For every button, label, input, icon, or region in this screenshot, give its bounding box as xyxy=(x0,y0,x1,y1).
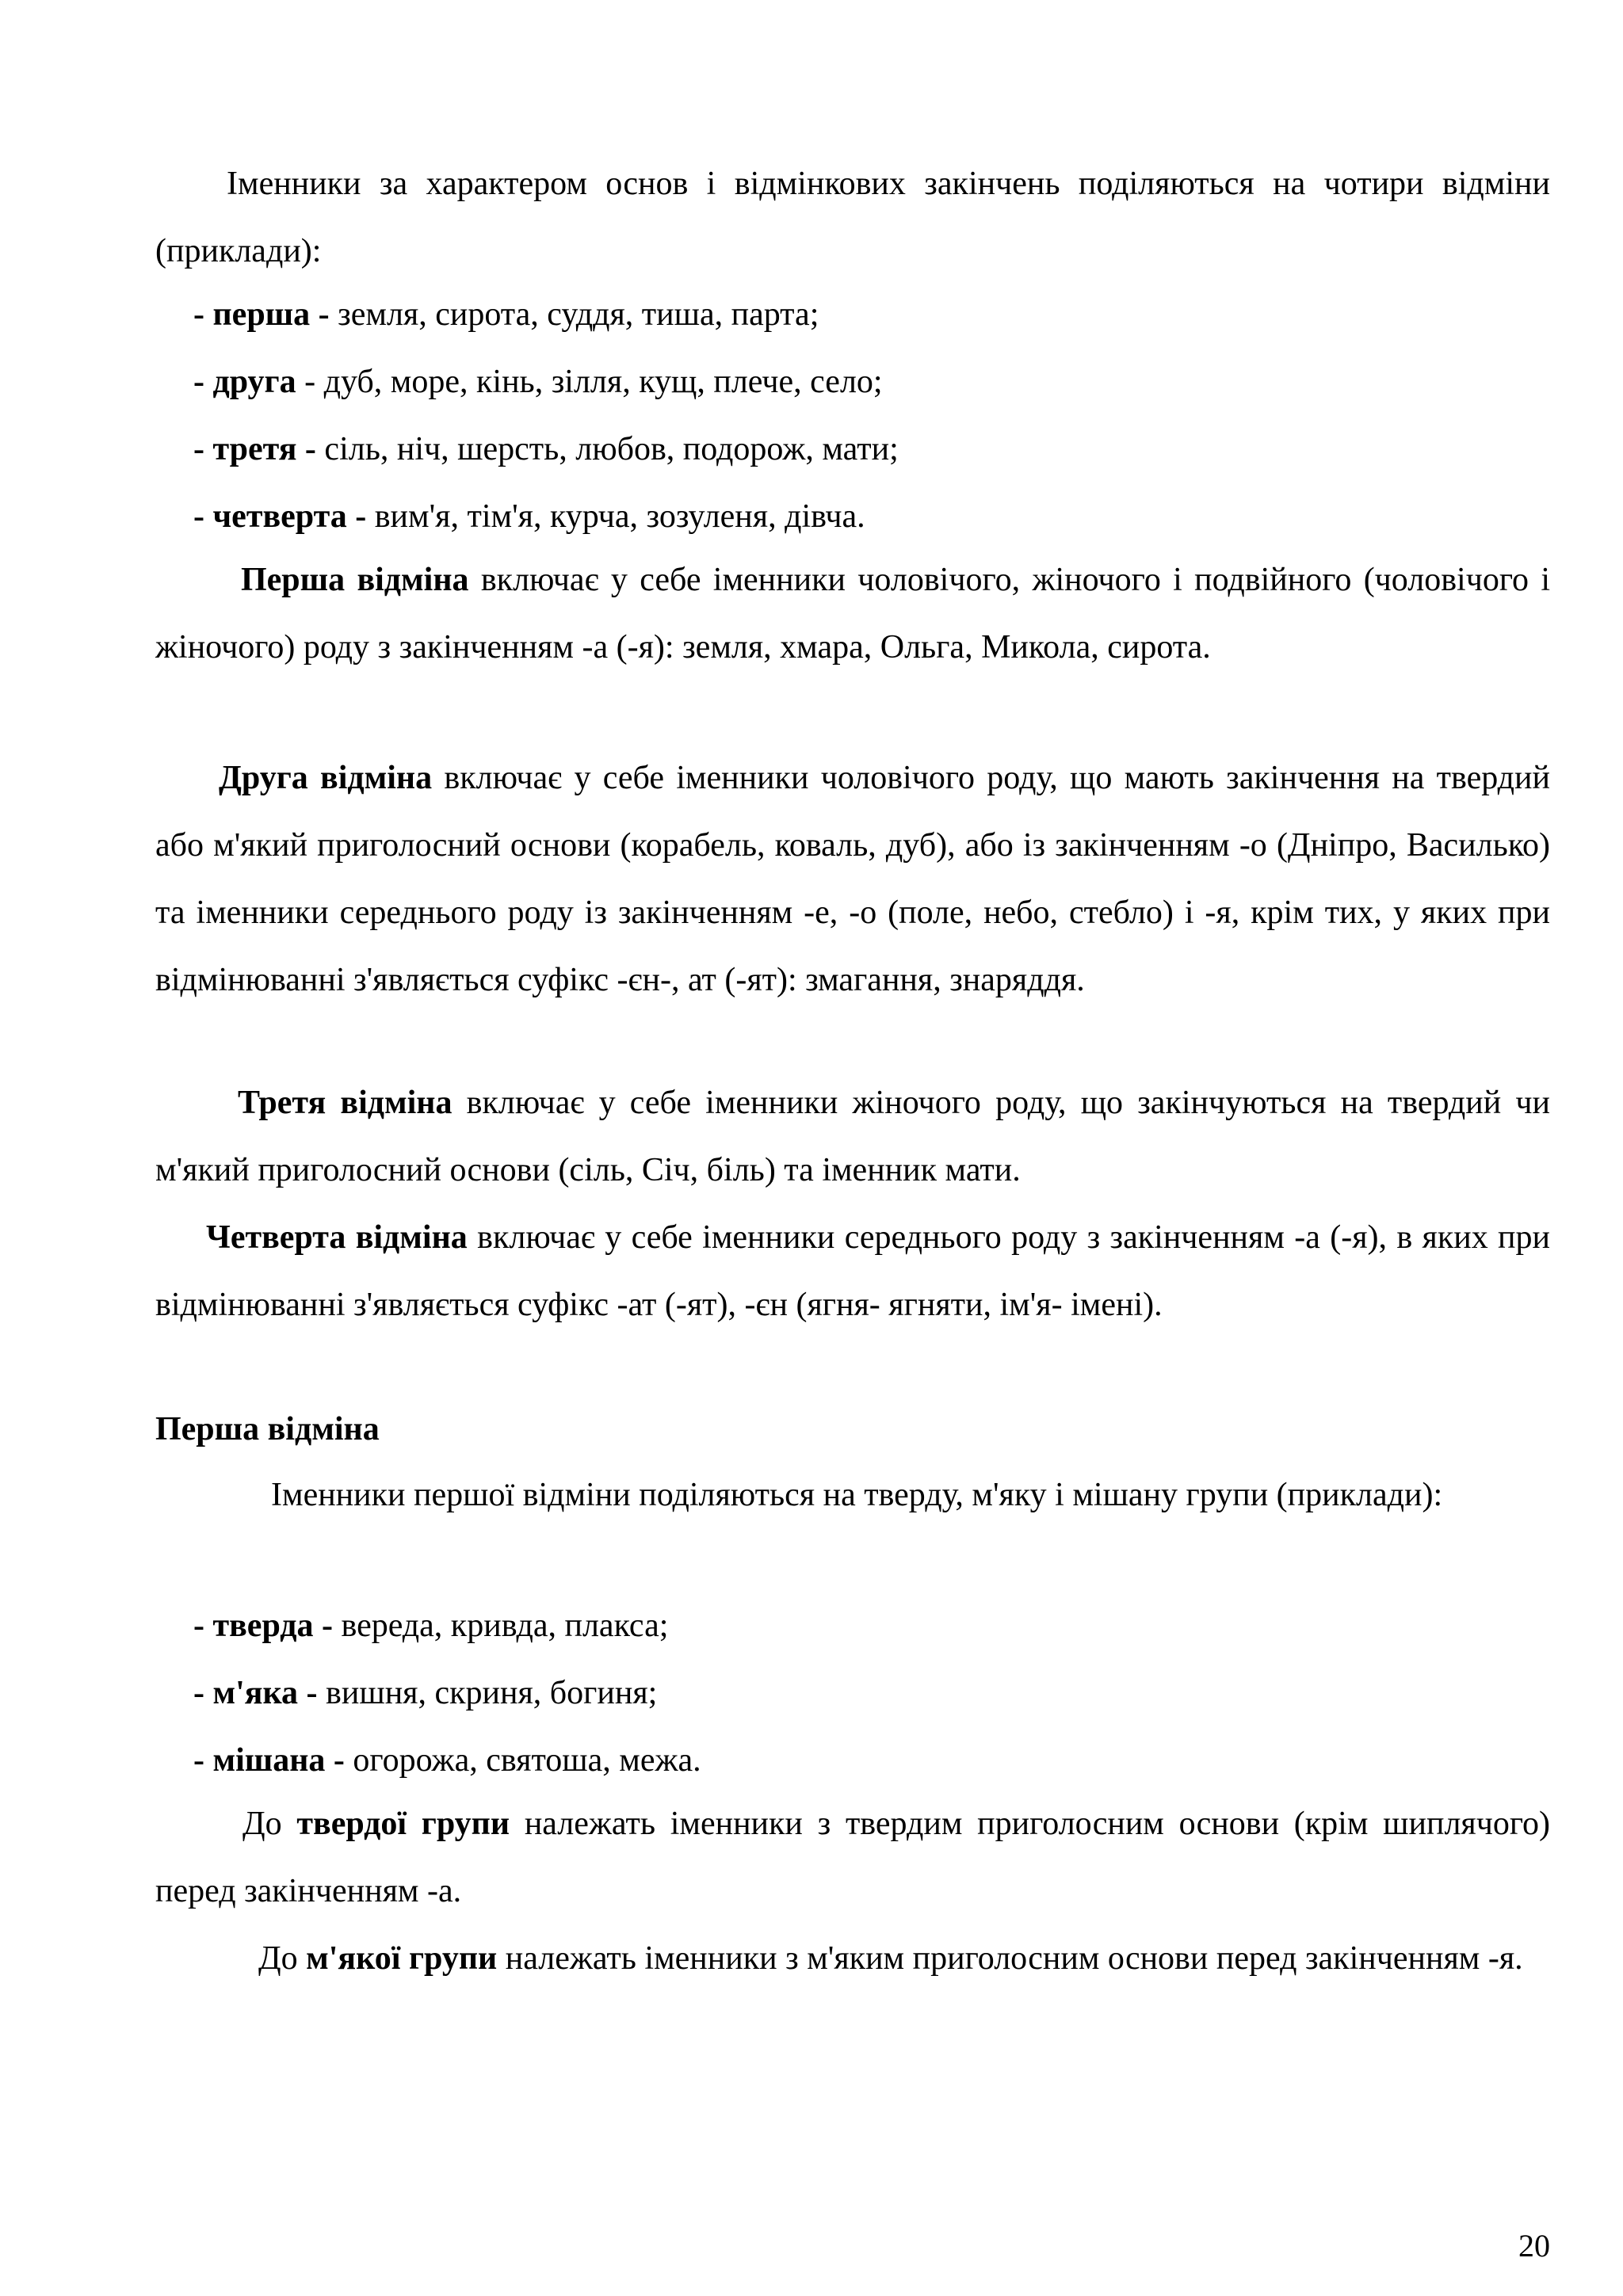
group-examples: огорожа, святоша, межа. xyxy=(353,1742,701,1779)
term: Перша відміна xyxy=(241,562,469,598)
declension-label: - друга xyxy=(193,364,296,400)
declension-label: - четверта - xyxy=(193,498,367,535)
paragraph-prefix: До xyxy=(258,1940,298,1977)
group-label: - мішана - xyxy=(193,1742,345,1779)
term: Друга відміна xyxy=(219,760,433,796)
group-item-mixed xyxy=(193,1727,701,1794)
group-item-soft xyxy=(193,1660,657,1727)
soft-group-paragraph xyxy=(155,1925,1550,1993)
paragraph-prefix: До xyxy=(242,1806,282,1842)
declension-label: - третя - xyxy=(193,431,316,467)
page-number: 20 xyxy=(1518,2228,1550,2264)
description-text: включає у себе іменники чоловічого, жіночого і подвійного (чоловічого і жіночого) роду з закінченням -а (-я): земля, хмара, Ольга, Микола, сирота. xyxy=(155,562,1550,666)
intro-paragraph: Іменники за характером основ і відмінкових закінчень поділяються на чотири відміни (приклади): xyxy=(155,166,1550,269)
hard-group-paragraph xyxy=(155,1791,1550,1925)
group-label: - м'яка - xyxy=(193,1675,318,1711)
section-heading: Перша відміна xyxy=(155,1411,380,1447)
group-label: - тверда - xyxy=(193,1608,333,1644)
description-text: включає у себе іменники середнього роду з закінченням -а (-я), в яких при відмінюванні з'являється суфікс -ат (-ят), -єн (ягня- ягняти, ім'я- імені). xyxy=(155,1219,1550,1323)
declension-examples: сіль, ніч, шерсть, любов, подорож, мати; xyxy=(324,431,899,467)
section-intro-paragraph: Іменники першої відміни поділяються на тверду, м'яку і мішану групи (приклади): xyxy=(271,1477,1443,1513)
group-examples: вереда, кривда, плакса; xyxy=(341,1608,669,1644)
description-text: належать іменники з м'яким приголосним основи перед закінченням -я. xyxy=(505,1940,1523,1977)
term: твердої групи xyxy=(296,1806,510,1842)
group-examples: вишня, скриня, богиня; xyxy=(326,1675,658,1711)
term: Третя відміна xyxy=(238,1085,453,1121)
declension-label: - перша - xyxy=(193,296,330,333)
fourth-declension-paragraph xyxy=(155,1204,1550,1339)
term: м'якої групи xyxy=(306,1940,498,1977)
declension-item-first xyxy=(193,281,819,349)
term: Четверта відміна xyxy=(206,1219,468,1256)
declension-item-third xyxy=(193,416,899,483)
declension-examples: - дуб, море, кінь, зілля, кущ, плече, село; xyxy=(304,364,883,400)
declension-item-second xyxy=(193,349,883,416)
declension-examples: вим'я, тім'я, курча, зозуленя, дівча. xyxy=(374,498,865,535)
group-item-hard xyxy=(193,1592,668,1660)
second-declension-paragraph xyxy=(155,745,1550,1014)
third-declension-paragraph xyxy=(155,1070,1550,1204)
description-text: включає у себе іменники жіночого роду, що закінчуються на твердий чи м'який приголосний основи (сіль, Січ, біль) та іменник мати. xyxy=(155,1085,1550,1188)
description-text: включає у себе іменники чоловічого роду, що мають закінчення на твердий або м'який приголосний основи (корабель, коваль, дуб), або із закінченням -о (Дніпро, Василько) та іменники середнього роду із закінченням -е, -о (поле, небо, стебло) і -я, крім тих, у яких при відмінюванні з'являється суфікс -єн-, ат (-ят): змагання, знаряддя. xyxy=(155,760,1550,998)
declension-item-fourth xyxy=(193,483,865,551)
first-declension-paragraph xyxy=(155,547,1550,681)
declension-examples: земля, сирота, суддя, тиша, парта; xyxy=(338,296,819,333)
description-text: належать іменники з твердим приголосним основи (крім шиплячого) перед закінченням -а. xyxy=(155,1806,1551,1909)
